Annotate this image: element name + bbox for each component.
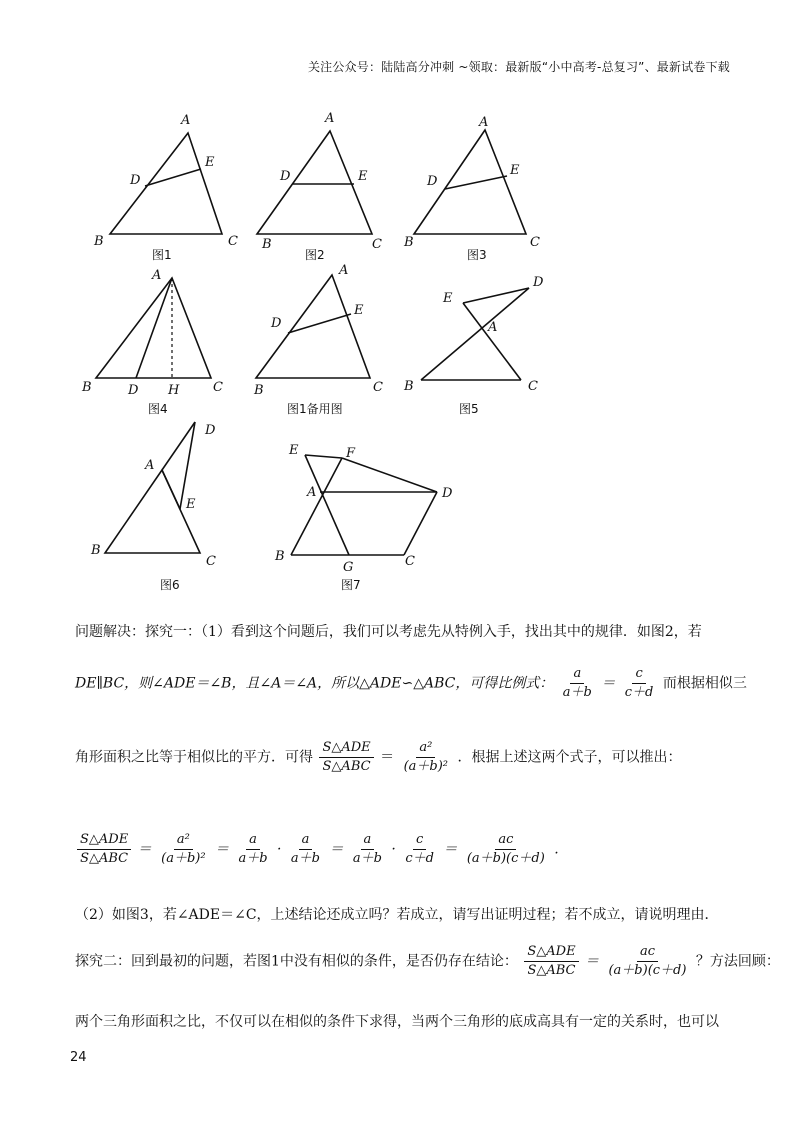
caption-fig2: 图2 [305, 248, 325, 262]
figure-5 [403, 275, 544, 416]
label-B: B [404, 379, 414, 394]
figure-6 [90, 422, 216, 592]
label-C: C [530, 235, 540, 250]
label-B: B [262, 237, 272, 252]
label-E: E [443, 291, 453, 306]
label-A: A [339, 263, 349, 278]
figure-2 [257, 111, 382, 262]
label-E: E [289, 443, 299, 458]
label-B: B [254, 383, 264, 398]
label-C: C [528, 379, 538, 394]
caption-fig3: 图3 [467, 248, 487, 262]
label-B: B [404, 235, 414, 250]
label-B: B [275, 549, 285, 564]
label-A: A [307, 485, 317, 500]
label-A: A [181, 113, 191, 128]
figure-4 [81, 268, 223, 416]
label-A: A [479, 115, 489, 130]
label-C: C [213, 380, 223, 395]
fraction-a2-over-apb2: $\frac{\text{a²}}{\text{(a＋b)²}}$ [403, 740, 449, 774]
fraction-conclusion: $\frac{\text{S△ADE}}{\text{S△ABC}}$ [524, 944, 578, 979]
label-E: E [510, 163, 520, 178]
caption-fig1-backup: 图1备用图 [287, 402, 343, 416]
label-D: D [271, 316, 282, 331]
page-number: 24 [70, 1050, 87, 1065]
label-C: C [206, 554, 216, 569]
label-E: E [358, 169, 368, 184]
label-G: G [343, 560, 354, 575]
derivation-equation: $\frac{\text{S△ADE}}{\text{S△ABC}}$ ＝ $\frac{\text{a²}}{\text{(a＋b)²}}$ ＝ $\frac{a}{a+b}$ · $\frac{a}{a+b}$ ＝ $\frac{a}{a+b}$ · $\frac{c}{c+d}$ ＝ $\frac{ac}{(a+b)(c+d)}$ . [75, 832, 559, 867]
page-header: 关注公众号：陆陆高分冲刺 ~领取：最新版“小中高考-总复习”、最新试卷下载 [307, 60, 730, 74]
paragraph-7: 两个三角形面积之比，不仅可以在相似的条件下求得，当两个三角形的底成高具有一定的关系时，也可以 [75, 1014, 719, 1030]
label-F: F [346, 446, 356, 461]
label-D: D [128, 383, 139, 398]
label-A: A [145, 458, 155, 473]
label-E: E [205, 155, 215, 170]
paragraph-3-tail: ．根据上述这两个式子，可以推出： [457, 749, 682, 766]
label-C: C [228, 234, 238, 249]
paragraph-2-text: DE∥BC，则∠ADE＝∠B，且∠A＝∠A，所以△ADE∽△ABC，可得比例式： [75, 675, 554, 692]
label-D: D [205, 423, 216, 438]
label-A: A [152, 268, 162, 283]
fraction-c-over-cpd: $\frac{c}{c+d}$ [624, 666, 654, 700]
label-D: D [533, 275, 544, 290]
label-B: B [91, 543, 101, 558]
paragraph-6-text: 探究二：回到最初的问题，若图1中没有相似的条件，是否仍存在结论： [75, 953, 518, 970]
label-C: C [372, 237, 382, 252]
caption-fig6: 图6 [160, 578, 180, 592]
label-A: A [488, 320, 498, 335]
paragraph-1: 问题解决：探究一：（1）看到这个问题后，我们可以考虑先从特例入手，找出其中的规律．如图2，若 [75, 624, 702, 640]
paragraph-6-tail: ？方法回顾： [695, 953, 780, 970]
caption-fig1: 图1 [152, 248, 172, 262]
figure-7 [274, 443, 453, 592]
paragraph-2-tail: 而根据相似三 [662, 675, 747, 692]
label-B: B [94, 234, 104, 249]
label-D: D [130, 173, 141, 188]
label-E: E [354, 303, 364, 318]
paragraph-3: 角形面积之比等于相似比的平方．可得 $\frac{\text{S△ADE}}{\text{S△ABC}}$ ＝ $\frac{\text{a²}}{\text{(a＋b)²}}$ ．根据上述这两个式子，可以推出： [75, 740, 682, 774]
figure-1-backup [253, 263, 383, 416]
label-B: B [82, 380, 92, 395]
label-E: E [186, 497, 196, 512]
label-C: C [405, 554, 415, 569]
fraction-area-ratio: $\frac{\text{S△ADE}}{\text{S△ABC}}$ [319, 740, 373, 775]
label-D: D [442, 486, 453, 501]
figure-3 [403, 115, 540, 262]
caption-fig4: 图4 [148, 402, 168, 416]
paragraph-2: DE∥BC，则∠ADE＝∠B，且∠A＝∠A，所以△ADE∽△ABC，可得比例式： $\frac{a}{a+b}$ ＝ $\frac{c}{c+d}$ 而根据相似三 [75, 666, 747, 700]
caption-fig5: 图5 [459, 402, 479, 416]
label-D: D [280, 169, 291, 184]
label-C: C [373, 380, 383, 395]
figure-1 [93, 113, 238, 262]
fraction-a-over-apb: $\frac{a}{a+b}$ [562, 666, 592, 700]
label-A: A [325, 111, 335, 126]
label-D: D [427, 174, 438, 189]
paragraph-5: （2）如图3，若∠ADE＝∠C，上述结论还成立吗？若成立，请写出证明过程；若不成立，请说明理由． [75, 907, 719, 923]
paragraph-3-text: 角形面积之比等于相似比的平方．可得 [75, 749, 313, 766]
label-H: H [168, 383, 180, 398]
paragraph-6: 探究二：回到最初的问题，若图1中没有相似的条件，是否仍存在结论： $\frac{\text{S△ADE}}{\text{S△ABC}}$ ＝ $\frac{ac}{(a+b)(c+d)}$ ？方法回顾： [75, 944, 780, 978]
caption-fig7: 图7 [341, 578, 361, 592]
fraction-ac-over-product: $\frac{ac}{(a+b)(c+d)}$ [608, 944, 687, 978]
